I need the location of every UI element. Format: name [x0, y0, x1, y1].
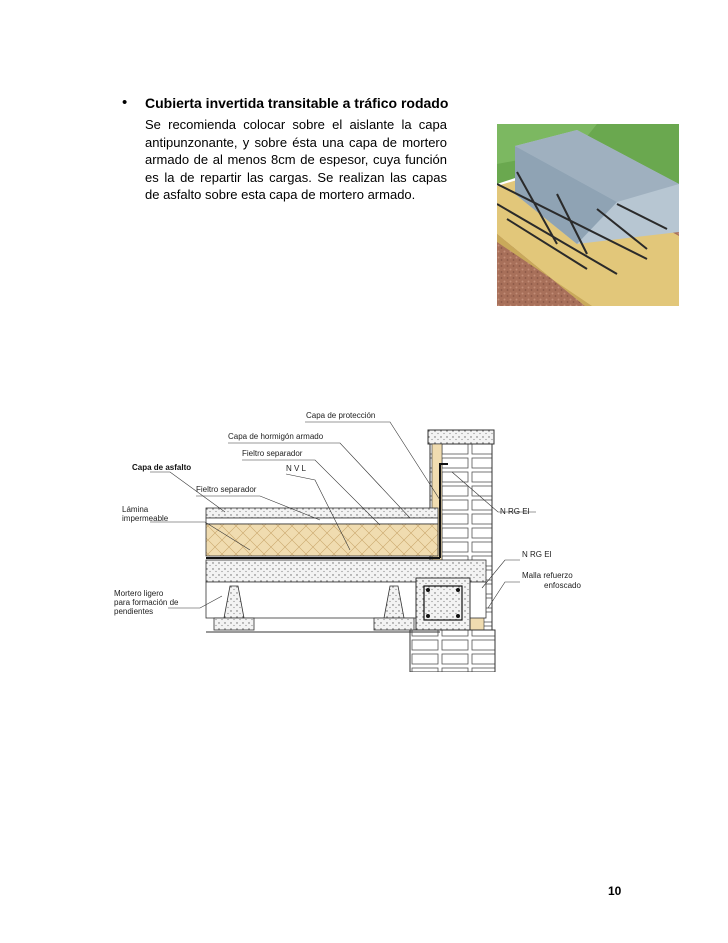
- label-nvl: N V L: [286, 464, 307, 473]
- label-mortero-2: para formación de: [114, 598, 179, 607]
- label-capa-asfalto: Capa de asfalto: [132, 463, 192, 472]
- label-nrgei-1: N RG EI: [500, 507, 530, 516]
- label-lamina-2: impermeable: [122, 514, 169, 523]
- label-malla-1: Malla refuerzo: [522, 571, 573, 580]
- label-fieltro-separador-top: Fieltro separador: [242, 449, 303, 458]
- bullet-marker: •: [122, 94, 128, 111]
- label-fieltro-separador: Fieltro separador: [196, 485, 257, 494]
- page-number: 10: [608, 884, 622, 898]
- label-lamina-1: Lámina: [122, 505, 149, 514]
- label-capa-proteccion: Capa de protección: [306, 411, 376, 420]
- label-mortero-3: pendientes: [114, 607, 154, 616]
- label-malla-2: enfoscado: [544, 581, 581, 590]
- roof-section-diagram: [110, 400, 630, 672]
- section-heading: Cubierta invertida transitable a tráfico rodado: [145, 95, 449, 111]
- label-capa-hormigon: Capa de hormigón armado: [228, 432, 324, 441]
- label-nrgei-2: N RG EI: [522, 550, 552, 559]
- section-paragraph: Se recomienda colocar sobre el aislante la capa antipunzonante, y sobre ésta una capa de mortero armado de al menos 8cm de espesor, cuya función es la de repartir las cargas. Se realizan las capas de asfalto sobre esta capa de mortero armado.: [145, 117, 447, 202]
- reinforced-mortar-photo: [497, 124, 679, 306]
- label-mortero-1: Mortero ligero: [114, 589, 164, 598]
